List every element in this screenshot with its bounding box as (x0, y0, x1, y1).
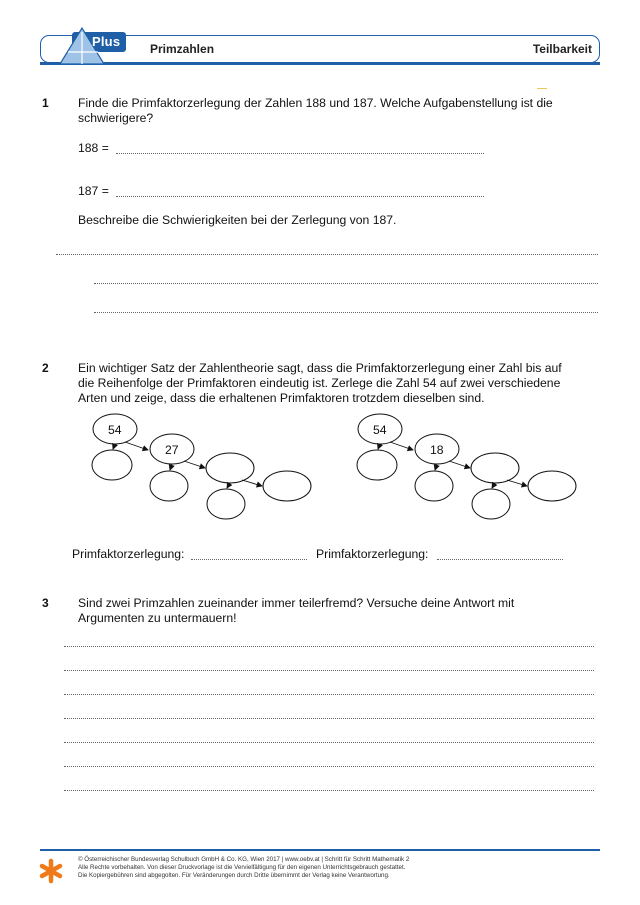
footer-line3: Die Kopiergebühren sind abgegolten. Für Veränderungen durch Dritte übernimmt der Verlag keine Verantwortung. (78, 871, 390, 879)
section-title: Teilbarkeit (532, 42, 592, 56)
eq-187-label: 187 = (78, 184, 109, 198)
eq-188-label: 188 = (78, 141, 109, 155)
task-number-3: 3 (42, 596, 49, 610)
writing-line[interactable] (56, 253, 598, 255)
task1-text-line1: Finde die Primfaktorzerlegung der Zahlen 188 und 187. Welche Aufgabenstellung ist die (78, 96, 553, 110)
writing-line[interactable] (64, 717, 594, 719)
tree-node-empty (206, 453, 254, 483)
footer-line2: Alle Rechte vorbehalten. Von dieser Druckvorlage ist die Vervielfältigung für den eigenen Unterrichtsgebrauch gestattet. (78, 863, 406, 871)
task1-text-line2: schwierigere? (78, 111, 154, 125)
tree-node-empty (263, 471, 311, 501)
writing-line[interactable] (64, 669, 594, 671)
decorative-tick (537, 88, 547, 89)
tree-right-root-value: 54 (373, 423, 387, 437)
tree-node-empty (92, 450, 132, 480)
answer-line-right[interactable] (437, 558, 563, 560)
tree-node-empty (357, 450, 397, 480)
writing-line[interactable] (64, 789, 594, 791)
task1-prompt: Beschreibe die Schwierigkeiten bei der Zerlegung von 187. (78, 213, 397, 227)
tree-left-root-value: 54 (108, 423, 122, 437)
writing-line[interactable] (64, 645, 594, 647)
footer-line1: © Österreichischer Bundesverlag Schulbuch GmbH & Co. KG, Wien 2017 | www.oebv.at | Schritt für Schritt Mathematik 2 (78, 856, 410, 863)
tree-node-empty (207, 489, 245, 519)
answer-line-187[interactable] (116, 195, 484, 197)
writing-line[interactable] (94, 282, 598, 284)
writing-line[interactable] (94, 311, 598, 313)
task3-text-line1: Sind zwei Primzahlen zueinander immer teilerfremd? Versuche deine Antwort mit (78, 596, 515, 610)
tree-node-empty (528, 471, 576, 501)
logo-text: Plus (92, 34, 121, 49)
tree-left-second-value: 27 (165, 443, 179, 457)
page-title: Primzahlen (150, 42, 215, 56)
tree-node-empty (150, 471, 188, 501)
task2-text-line1: Ein wichtiger Satz der Zahlentheorie sagt, dass die Primfaktorzerlegung einer Zahl bis auf (78, 361, 562, 375)
tree-node-empty (471, 453, 519, 483)
writing-line[interactable] (64, 741, 594, 743)
tree-node-empty (415, 471, 453, 501)
answer-line-left[interactable] (191, 558, 307, 560)
tree-node-empty (472, 489, 510, 519)
task-number-2: 2 (42, 361, 49, 375)
writing-line[interactable] (64, 765, 594, 767)
answer-label-right: Primfaktorzerlegung: (316, 547, 429, 561)
publisher-star-icon (38, 858, 64, 884)
task2-text-line2: die Reihenfolge der Primfaktoren eindeutig ist. Zerlege die Zahl 54 auf zwei verschiedene (78, 376, 561, 390)
footer-line (40, 849, 600, 851)
writing-line[interactable] (64, 693, 594, 695)
answer-label-left: Primfaktorzerlegung: (72, 547, 185, 561)
tree-right-second-value: 18 (430, 443, 444, 457)
task2-text-line3: Arten und zeige, dass die erhaltenen Primfaktoren trotzdem dieselben sind. (78, 391, 485, 405)
task-number-1: 1 (42, 96, 49, 110)
footer-text (78, 856, 598, 879)
task3-text-line2: Argumenten zu untermauern! (78, 611, 237, 625)
answer-line-188[interactable] (116, 152, 484, 154)
